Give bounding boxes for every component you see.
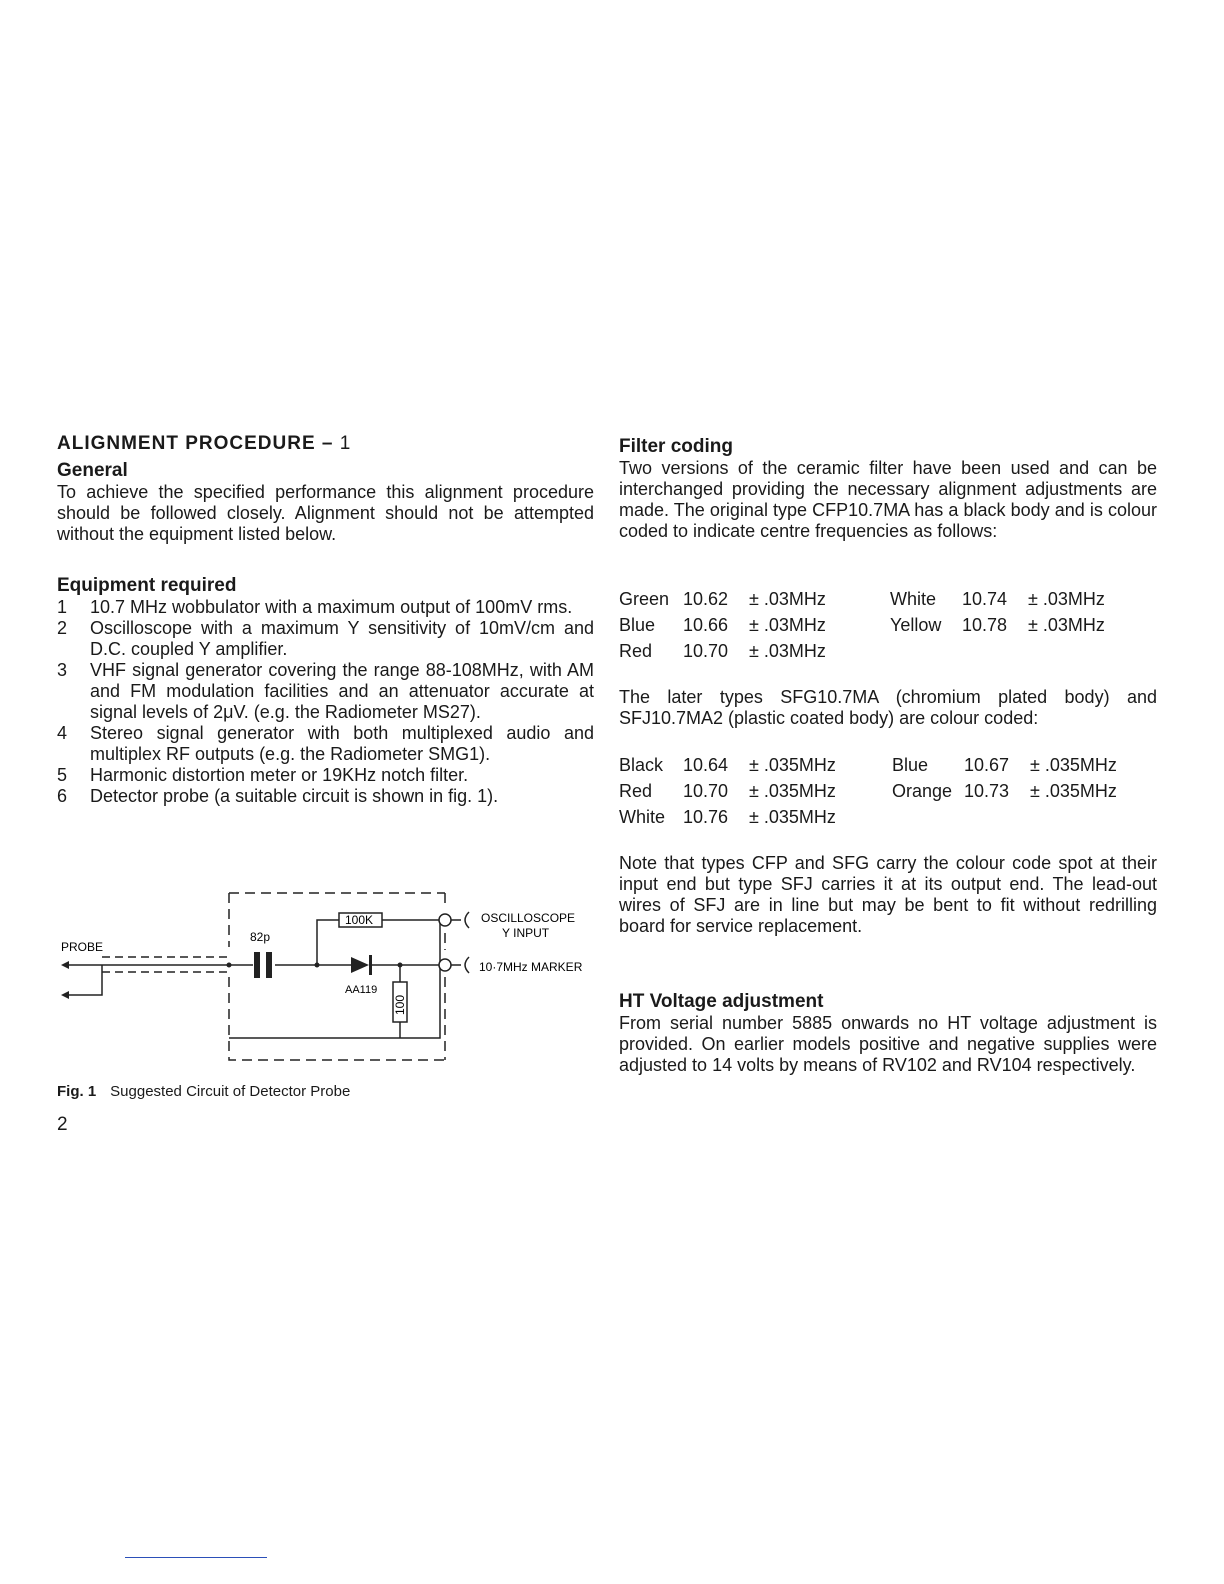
tolerance-cell: ± .03MHz <box>1028 615 1105 635</box>
equipment-item-text: VHF signal generator covering the range 88-108MHz, with AM and FM modulation facilities and an attenuator accurate at signal levels of 2μV. (e.g. the Radiometer MS27). <box>90 660 594 722</box>
signal-wire <box>229 965 440 1038</box>
terminal-icon <box>439 914 451 926</box>
equipment-item-text: Harmonic distortion meter or 19KHz notch filter. <box>90 765 469 785</box>
enclosure-border <box>229 893 445 1060</box>
frequency-cell: 10.62 <box>683 589 729 609</box>
resistor-top-label: 100K <box>345 913 374 927</box>
general-heading: General <box>57 460 128 481</box>
table-row <box>619 641 1148 667</box>
page-title-text: ALIGNMENT PROCEDURE <box>57 433 316 454</box>
frequency-cell: 10.73 <box>964 781 1010 801</box>
equipment-item-text: 10.7 MHz wobbulator with a maximum output of 100mV rms. <box>90 597 573 617</box>
resistor-bottom-label: 100 <box>393 994 407 1015</box>
equipment-heading: Equipment required <box>57 575 237 596</box>
original-filter-table <box>619 589 1148 667</box>
equipment-item <box>57 723 594 765</box>
filter-note: Note that types CFP and SFG carry the colour code spot at their input end but type SFJ carries it at its output end. The lead-out wires of SFJ are in line but may be bent to fit without redrilling board for service replacement. <box>619 853 1157 936</box>
colour-cell: Green <box>619 589 670 609</box>
diode-label: AA119 <box>345 984 378 996</box>
equipment-item-text: Detector probe (a suitable circuit is shown in fig. 1). <box>90 786 499 806</box>
table-row <box>619 781 1155 807</box>
colour-cell: Red <box>619 781 653 801</box>
colour-cell: Yellow <box>890 615 942 635</box>
colour-cell: Red <box>619 641 653 661</box>
table-row <box>619 755 1155 781</box>
frequency-cell: 10.70 <box>683 781 729 801</box>
frequency-cell: 10.64 <box>683 755 729 775</box>
equipment-item-number: 2 <box>57 618 68 638</box>
terminal-icon <box>439 959 451 971</box>
diode-bar <box>369 955 372 975</box>
tolerance-cell: ± .03MHz <box>1028 589 1105 609</box>
detector-probe-circuit <box>57 885 602 1075</box>
tolerance-cell: ± .035MHz <box>749 755 836 775</box>
table-row <box>619 615 1148 641</box>
later-types-text: The later types SFG10.7MA (chromium plated body) and SFJ10.7MA2 (plastic coated body) are colour coded: <box>619 687 1157 728</box>
page-number: 2 <box>57 1114 68 1135</box>
tolerance-cell: ± .035MHz <box>1030 755 1117 775</box>
filter-coding-section <box>619 436 1157 542</box>
table-row <box>619 807 1155 833</box>
tolerance-cell: ± .035MHz <box>749 807 836 827</box>
equipment-item-text: Stereo signal generator with both multiplexed audio and multiplex RF outputs (e.g. the Radiometer SMG1). <box>90 723 594 764</box>
equipment-item <box>57 765 594 786</box>
junction-dot <box>398 963 403 968</box>
equipment-item <box>57 786 594 807</box>
page-title: ALIGNMENT PROCEDURE – 1 <box>57 433 352 454</box>
general-section <box>57 460 594 545</box>
capacitor-label: 82p <box>250 930 271 944</box>
tolerance-cell <box>1030 807 1155 833</box>
footer-rule <box>125 1557 267 1558</box>
equipment-item-number: 1 <box>57 597 68 617</box>
junction-dot <box>315 963 320 968</box>
equipment-list <box>57 597 594 807</box>
frequency-cell: 10.78 <box>962 615 1008 635</box>
ht-voltage-text: From serial number 5885 onwards no HT voltage adjustment is provided. On earlier models positive and negative supplies were adjusted to 14 volts by means of RV102 and RV104 respectively. <box>619 1013 1157 1075</box>
diode-icon <box>351 957 369 973</box>
colour-cell: White <box>890 589 937 609</box>
equipment-item <box>57 618 594 660</box>
colour-cell: Blue <box>619 615 656 635</box>
capacitor-plate <box>266 952 272 978</box>
tolerance-cell: ± .03MHz <box>749 641 826 661</box>
oscilloscope-label-line2: Y INPUT <box>502 926 550 940</box>
frequency-cell: 10.76 <box>683 807 729 827</box>
junction-dot <box>227 963 232 968</box>
equipment-item-number: 4 <box>57 723 68 743</box>
ground-wire <box>65 965 102 995</box>
connector-icon <box>451 957 469 973</box>
capacitor-plate <box>254 952 260 978</box>
equipment-item-number: 5 <box>57 765 68 785</box>
table-row <box>619 589 1148 615</box>
connector-icon <box>451 912 469 928</box>
general-text: To achieve the specified performance this alignment procedure should be followed closely. Alignment should not be attempted without the equipment listed below. <box>57 482 594 544</box>
filter-coding-heading: Filter coding <box>619 436 733 457</box>
figure-caption <box>57 1083 350 1100</box>
oscilloscope-label: OSCILLOSCOPE <box>481 911 576 925</box>
tolerance-cell: ± .03MHz <box>749 589 826 609</box>
colour-cell: White <box>619 807 666 827</box>
tolerance-cell <box>1028 641 1148 667</box>
equipment-section <box>57 575 594 807</box>
frequency-cell: 10.70 <box>683 641 729 661</box>
frequency-cell: 10.66 <box>683 615 729 635</box>
signal-wire <box>317 920 339 965</box>
colour-cell <box>892 807 964 833</box>
figure-label: Fig. 1 <box>57 1083 97 1100</box>
equipment-item-text: Oscilloscope with a maximum Y sensitivity of 10mV/cm and D.C. coupled Y amplifier. <box>90 618 594 659</box>
figure-caption-text: Suggested Circuit of Detector Probe <box>110 1083 351 1100</box>
arrow-left-icon <box>61 991 69 999</box>
later-filter-table <box>619 755 1155 833</box>
frequency-cell: 10.74 <box>962 589 1008 609</box>
tolerance-cell: ± .035MHz <box>749 781 836 801</box>
ht-voltage-section <box>619 991 1157 1076</box>
colour-cell: Orange <box>892 781 953 801</box>
filter-coding-intro: Two versions of the ceramic filter have been used and can be interchanged providing the necessary alignment adjustments are made. The original type CFP10.7MA has a black body and is colour coded to indicate centre frequencies as follows: <box>619 458 1157 541</box>
equipment-item-number: 3 <box>57 660 68 680</box>
tolerance-cell: ± .035MHz <box>1030 781 1117 801</box>
colour-cell: Blue <box>892 755 929 775</box>
colour-cell: Black <box>619 755 664 775</box>
page-title-number: 1 <box>339 433 352 454</box>
frequency-cell <box>962 641 1028 667</box>
marker-label: 10·7MHz MARKER <box>479 960 583 974</box>
frequency-cell: 10.67 <box>964 755 1010 775</box>
arrow-left-icon <box>61 961 69 969</box>
probe-label: PROBE <box>61 940 104 954</box>
ht-voltage-heading: HT Voltage adjustment <box>619 991 824 1012</box>
colour-cell <box>890 641 962 667</box>
equipment-item-number: 6 <box>57 786 68 806</box>
tolerance-cell: ± .03MHz <box>749 615 826 635</box>
equipment-item <box>57 597 594 618</box>
frequency-cell <box>964 807 1030 833</box>
equipment-item <box>57 660 594 723</box>
